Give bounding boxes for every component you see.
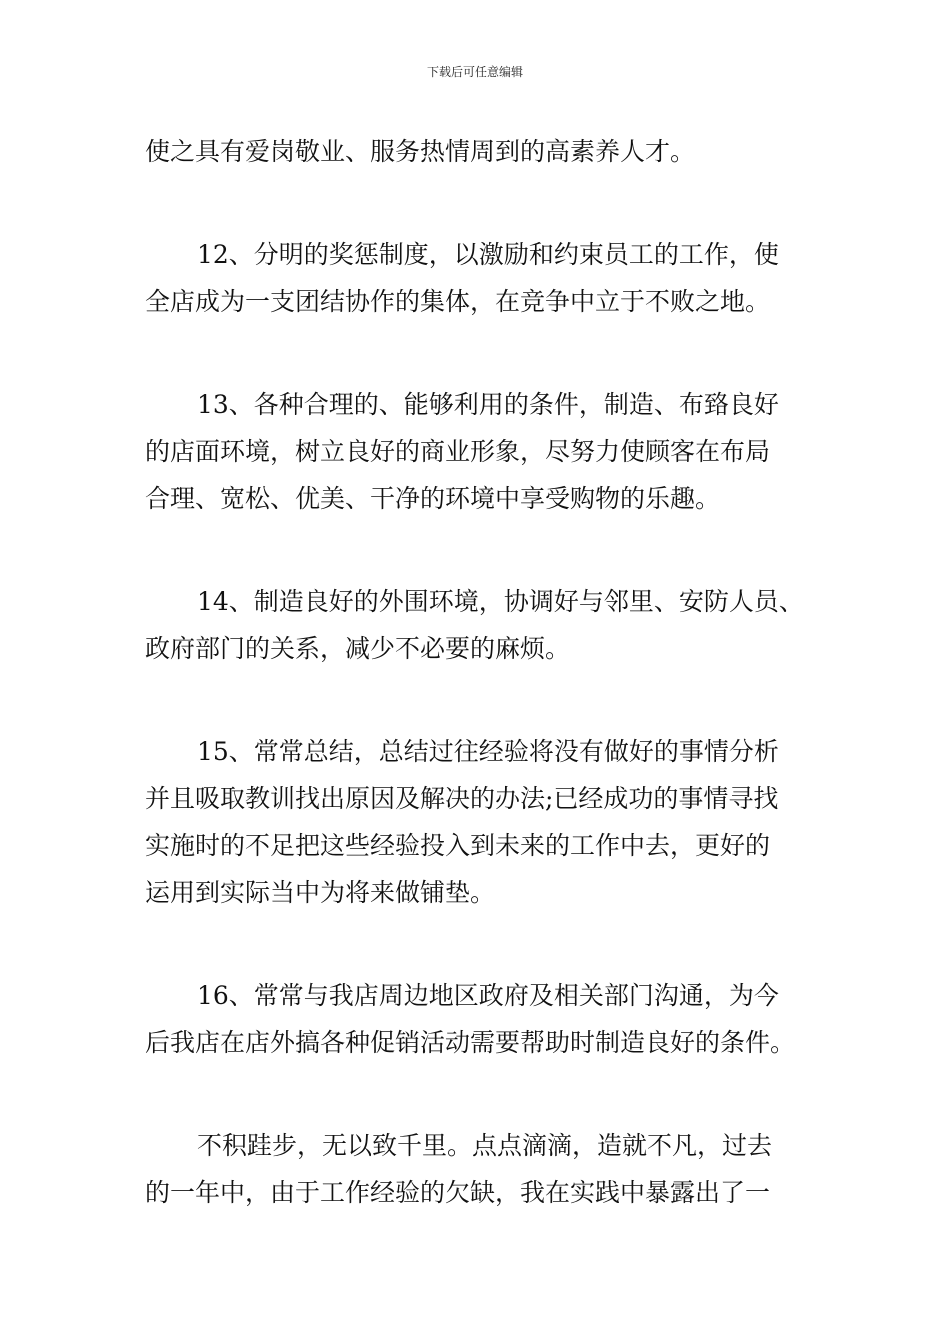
paragraph-line: 后我店在店外搞各种促销活动需要帮助时制造良好的条件。 — [145, 1028, 796, 1057]
paragraph-line: 12、分明的奖惩制度，以激励和约束员工的工作，使 — [197, 240, 779, 269]
paragraph-line: 合理、宽松、优美、干净的环境中享受购物的乐趣。 — [145, 484, 721, 513]
paragraph-line: 政府部门的关系，减少不必要的麻烦。 — [145, 634, 571, 663]
document-body — [145, 128, 811, 1272]
paragraph-continuation — [145, 128, 811, 175]
paragraph-line: 的一年中，由于工作经验的欠缺，我在实践中暴露出了一 — [145, 1178, 771, 1207]
paragraph-13 — [145, 381, 811, 522]
paragraph-line: 实施时的不足把这些经验投入到未来的工作中去，更好的 — [145, 831, 771, 860]
paragraph-14 — [145, 578, 811, 672]
paragraph-16 — [145, 972, 811, 1066]
paragraph-line: 15、常常总结，总结过往经验将没有做好的事情分析 — [197, 737, 779, 766]
paragraph-line: 16、常常与我店周边地区政府及相关部门沟通，为今 — [197, 981, 779, 1010]
paragraph-line: 14、制造良好的外围环境，协调好与邻里、安防人员、 — [197, 587, 804, 616]
paragraph-line: 的店面环境，树立良好的商业形象，尽努力使顾客在布局 — [145, 437, 771, 466]
paragraph-12 — [145, 231, 811, 325]
paragraph-line: 并且吸取教训找出原因及解决的办法;已经成功的事情寻找 — [145, 784, 779, 813]
paragraph-line: 不积跬步，无以致千里。点点滴滴，造就不凡，过去 — [197, 1131, 773, 1160]
paragraph-closing — [145, 1122, 811, 1216]
page-header: 下载后可任意编辑 — [426, 65, 523, 79]
paragraph-line: 13、各种合理的、能够利用的条件，制造、布臵良好 — [197, 390, 779, 419]
paragraph-line: 使之具有爱岗敬业、服务热情周到的高素养人才。 — [145, 137, 696, 166]
paragraph-line: 运用到实际当中为将来做铺垫。 — [145, 878, 496, 907]
paragraph-15 — [145, 728, 811, 916]
paragraph-line: 全店成为一支团结协作的集体，在竞争中立于不败之地。 — [145, 287, 771, 316]
